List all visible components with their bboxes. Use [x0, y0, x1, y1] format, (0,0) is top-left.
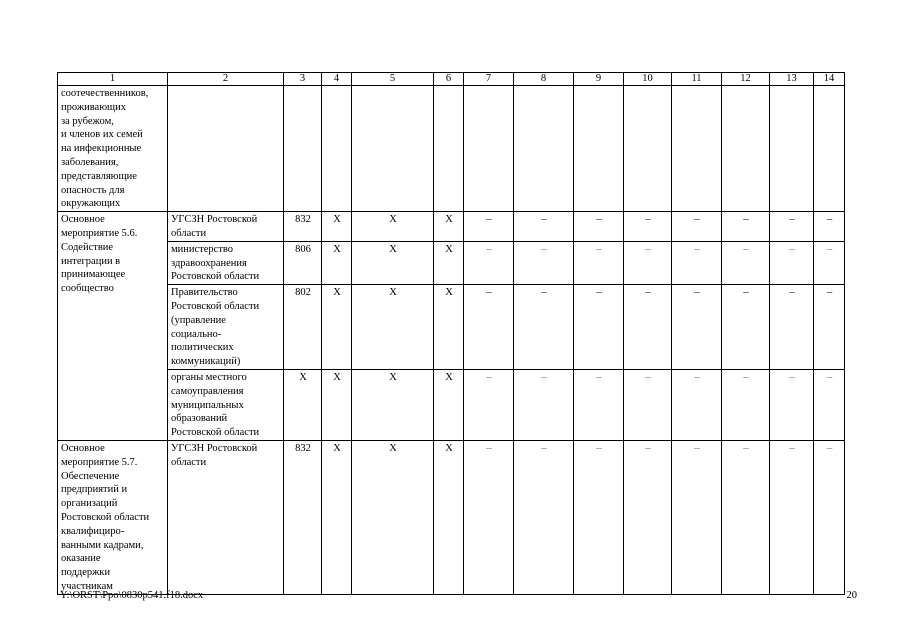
executor: УГСЗН Ростовской области	[168, 440, 284, 594]
table-row	[58, 440, 845, 594]
cell-col6: X	[434, 212, 464, 242]
dash-cell: –	[770, 285, 814, 370]
header-cell: 8	[514, 73, 574, 86]
dash-cell: –	[574, 212, 624, 242]
cell-col5: X	[352, 285, 434, 370]
dash-cell: –	[624, 212, 672, 242]
cell-col4: X	[322, 369, 352, 440]
dash-cell: –	[814, 369, 845, 440]
dash-cell: –	[574, 285, 624, 370]
dash-cell: –	[672, 212, 722, 242]
table-row	[58, 369, 845, 440]
dash-cell: –	[464, 285, 514, 370]
dash-cell: –	[814, 212, 845, 242]
dash-cell: –	[722, 212, 770, 242]
header-cell: 3	[284, 73, 322, 86]
header-cell: 7	[464, 73, 514, 86]
cell-col3: 806	[284, 241, 322, 284]
dash-cell: –	[574, 440, 624, 594]
cell-col5: X	[352, 241, 434, 284]
dash-cell: –	[814, 440, 845, 594]
measure-text-continued: соотечественников, проживающих за рубежом, и членов их семей на инфекционные заболевания, представляющие опасность для окружающих	[58, 86, 168, 212]
dash-cell: –	[574, 241, 624, 284]
header-cell: 10	[624, 73, 672, 86]
cell-col3: 832	[284, 440, 322, 594]
cell-col6: X	[434, 369, 464, 440]
continuation-row	[58, 86, 845, 212]
header-cell: 14	[814, 73, 845, 86]
cell-col3: 832	[284, 212, 322, 242]
cell-col3: X	[284, 369, 322, 440]
cell-col4: X	[322, 440, 352, 594]
dash-cell: –	[514, 241, 574, 284]
executor: УГСЗН Ростовской области	[168, 212, 284, 242]
dash-cell: –	[672, 285, 722, 370]
dash-cell: –	[624, 369, 672, 440]
header-cell: 11	[672, 73, 722, 86]
dash-cell: –	[514, 212, 574, 242]
dash-cell: –	[514, 369, 574, 440]
dash-cell: –	[464, 241, 514, 284]
dash-cell: –	[722, 285, 770, 370]
dash-cell: –	[514, 285, 574, 370]
cell-col5: X	[352, 212, 434, 242]
dash-cell: –	[624, 440, 672, 594]
header-cell: 5	[352, 73, 434, 86]
dash-cell: –	[814, 241, 845, 284]
dash-cell: –	[672, 241, 722, 284]
header-cell: 4	[322, 73, 352, 86]
dash-cell: –	[722, 369, 770, 440]
program-table	[57, 72, 845, 595]
cell-col3: 802	[284, 285, 322, 370]
cell-col6: X	[434, 440, 464, 594]
dash-cell: –	[770, 212, 814, 242]
cell-col5: X	[352, 369, 434, 440]
dash-cell: –	[770, 369, 814, 440]
dash-cell: –	[722, 440, 770, 594]
cell-col6: X	[434, 241, 464, 284]
dash-cell: –	[514, 440, 574, 594]
header-cell: 13	[770, 73, 814, 86]
dash-cell: –	[722, 241, 770, 284]
footer-file-path: Y:\ORST\Ppo\0830p541.f18.docx	[60, 590, 204, 601]
header-row	[58, 73, 845, 86]
dash-cell: –	[672, 369, 722, 440]
cell-col4: X	[322, 285, 352, 370]
table-row	[58, 285, 845, 370]
cell-col4: X	[322, 212, 352, 242]
table-row	[58, 241, 845, 284]
header-cell: 6	[434, 73, 464, 86]
cell-col4: X	[322, 241, 352, 284]
dash-cell: –	[464, 212, 514, 242]
dash-cell: –	[464, 369, 514, 440]
executor: органы местного самоуправления муниципальных образований Ростовской области	[168, 369, 284, 440]
dash-cell: –	[574, 369, 624, 440]
executor: Правительство Ростовской области (управление социально- политических коммуникаций)	[168, 285, 284, 370]
page-number: 20	[846, 590, 857, 601]
cell-col5: X	[352, 440, 434, 594]
dash-cell: –	[770, 440, 814, 594]
header-cell: 12	[722, 73, 770, 86]
dash-cell: –	[770, 241, 814, 284]
cell-col6: X	[434, 285, 464, 370]
header-cell: 1	[58, 73, 168, 86]
dash-cell: –	[814, 285, 845, 370]
measure-name: Основное мероприятие 5.6. Содействие интеграции в принимающее сообщество	[58, 212, 168, 441]
executor: министерство здравоохранения Ростовской области	[168, 241, 284, 284]
dash-cell: –	[624, 285, 672, 370]
dash-cell: –	[624, 241, 672, 284]
dash-cell: –	[672, 440, 722, 594]
table-row	[58, 212, 845, 242]
measure-name: Основное мероприятие 5.7. Обеспечение предприятий и организаций Ростовской области квалифициро- ванными кадрами, оказание поддержки участникам	[58, 440, 168, 594]
header-cell: 9	[574, 73, 624, 86]
dash-cell: –	[464, 440, 514, 594]
header-cell: 2	[168, 73, 284, 86]
